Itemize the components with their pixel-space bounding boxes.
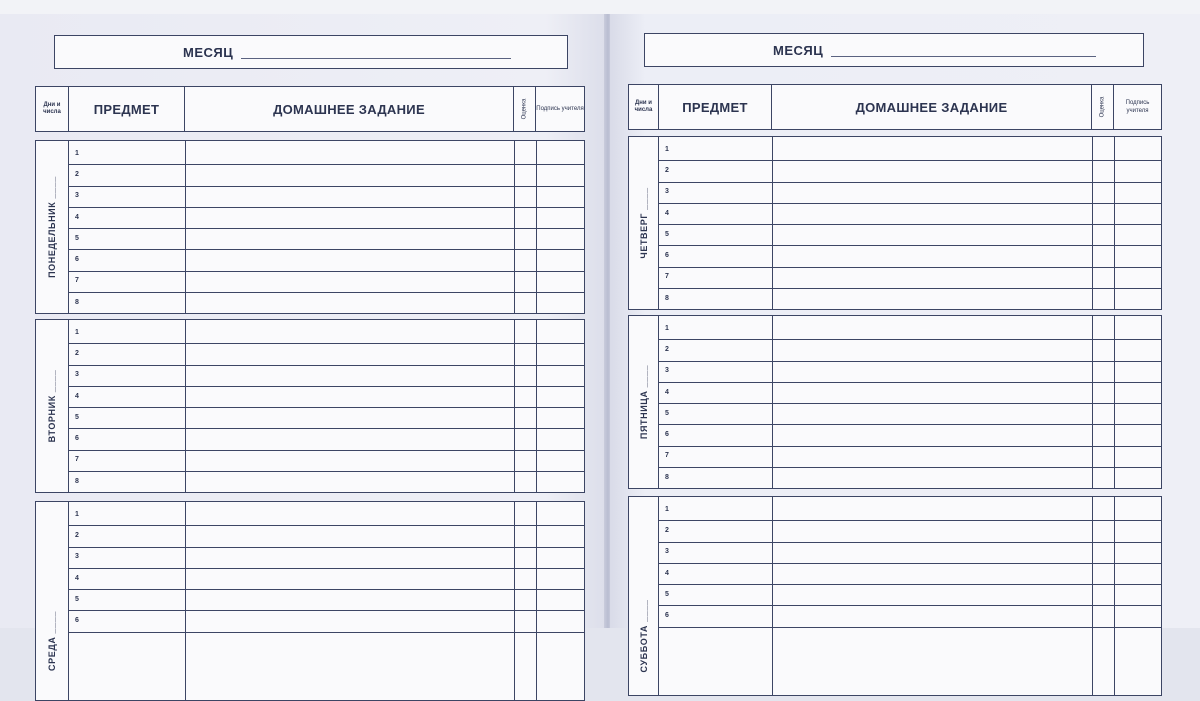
month-underline — [831, 56, 1096, 57]
col-header-subject: ПРЕДМЕТ — [69, 87, 185, 131]
lesson-row[interactable] — [69, 229, 584, 250]
lesson-number: 1 — [665, 324, 669, 332]
lesson-row[interactable] — [69, 451, 584, 472]
col-header-grade: Оценка — [514, 87, 536, 131]
lesson-row[interactable] — [69, 472, 584, 493]
lesson-number: 6 — [75, 435, 79, 443]
column-divider — [1114, 497, 1115, 695]
lesson-number: 2 — [75, 531, 79, 539]
lesson-row[interactable] — [69, 272, 584, 293]
col-header-day: Дни и числа — [629, 85, 659, 129]
col-header-homework: ДОМАШНЕЕ ЗАДАНИЕ — [185, 87, 514, 131]
lesson-number: 5 — [75, 595, 79, 603]
day-name-label: СУББОТА ____ — [638, 599, 649, 673]
column-divider — [185, 502, 186, 700]
lesson-row[interactable] — [69, 590, 584, 611]
lesson-row[interactable] — [659, 247, 1161, 268]
lesson-row[interactable] — [69, 612, 584, 633]
lesson-row[interactable] — [69, 187, 584, 208]
lesson-row[interactable] — [69, 569, 584, 590]
column-divider — [536, 141, 537, 313]
lesson-row[interactable] — [659, 447, 1161, 468]
day-block — [35, 140, 585, 314]
lesson-row[interactable] — [69, 344, 584, 365]
lesson-row[interactable] — [659, 500, 1161, 521]
lesson-number: 3 — [665, 548, 669, 556]
day-name-label: ЧЕТВЕРГ ____ — [638, 187, 649, 259]
lesson-number: 1 — [665, 145, 669, 153]
lesson-number: 2 — [665, 526, 669, 534]
lesson-row[interactable] — [659, 340, 1161, 361]
background-strip — [0, 0, 1200, 14]
lesson-row[interactable] — [659, 362, 1161, 383]
lesson-number: 1 — [75, 328, 79, 336]
lesson-number: 3 — [75, 192, 79, 200]
lesson-number: 8 — [75, 298, 79, 306]
month-field-right[interactable] — [644, 33, 1144, 67]
column-divider — [536, 502, 537, 700]
day-name-column — [629, 497, 659, 695]
lesson-row[interactable] — [69, 165, 584, 186]
lesson-number: 1 — [75, 149, 79, 157]
lesson-row[interactable] — [659, 225, 1161, 246]
lesson-row[interactable] — [69, 208, 584, 229]
lesson-row[interactable] — [659, 183, 1161, 204]
day-name-label: СРЕДА ____ — [47, 610, 57, 671]
column-divider — [514, 320, 515, 492]
lesson-number: 4 — [75, 574, 79, 582]
lesson-row[interactable] — [659, 140, 1161, 161]
lesson-row[interactable] — [69, 430, 584, 451]
column-divider — [1114, 316, 1115, 488]
column-divider — [772, 497, 773, 695]
day-name-column — [36, 141, 69, 313]
lesson-number: 3 — [75, 371, 79, 379]
lesson-row[interactable] — [69, 323, 584, 344]
lesson-number: 7 — [75, 277, 79, 285]
lesson-number: 5 — [665, 230, 669, 238]
day-block — [628, 136, 1162, 310]
lesson-row[interactable] — [659, 543, 1161, 564]
col-header-signature: Подпись учителя — [1125, 100, 1150, 114]
lesson-number: 3 — [665, 367, 669, 375]
col-header-day: Дни и числа — [36, 87, 69, 131]
column-divider — [772, 316, 773, 488]
lesson-number: 7 — [75, 456, 79, 464]
lesson-row[interactable] — [659, 426, 1161, 447]
lesson-number: 4 — [75, 392, 79, 400]
lesson-number: 4 — [75, 213, 79, 221]
lesson-number: 7 — [665, 452, 669, 460]
lesson-row[interactable] — [69, 144, 584, 165]
lesson-row[interactable] — [659, 289, 1161, 310]
lesson-row[interactable] — [69, 526, 584, 547]
lesson-number: 8 — [665, 294, 669, 302]
lesson-number: 4 — [665, 388, 669, 396]
lesson-number: 2 — [665, 166, 669, 174]
col-header-signature: Подпись учителя — [536, 106, 584, 112]
column-divider — [1092, 137, 1093, 309]
lesson-row[interactable] — [69, 408, 584, 429]
column-divider — [185, 141, 186, 313]
month-label: МЕСЯЦ — [183, 44, 234, 60]
lesson-number: 4 — [665, 569, 669, 577]
day-name-column — [629, 316, 659, 488]
lesson-number: 6 — [75, 617, 79, 625]
lesson-number: 3 — [75, 553, 79, 561]
lesson-row[interactable] — [69, 505, 584, 526]
lesson-number: 5 — [75, 413, 79, 421]
lesson-row[interactable] — [69, 251, 584, 272]
lesson-number: 8 — [665, 473, 669, 481]
lesson-number: 5 — [75, 234, 79, 242]
col-header-homework: ДОМАШНЕЕ ЗАДАНИЕ — [772, 85, 1092, 129]
lesson-row[interactable] — [659, 521, 1161, 542]
column-divider — [514, 502, 515, 700]
table-header-right — [628, 84, 1162, 130]
month-label: МЕСЯЦ — [773, 42, 824, 58]
day-name-column — [36, 502, 69, 700]
lesson-number: 2 — [75, 170, 79, 178]
lesson-row[interactable] — [659, 319, 1161, 340]
day-block — [628, 496, 1162, 696]
table-header-left — [35, 86, 585, 132]
col-header-grade: Оценка — [1092, 85, 1114, 129]
lesson-number: 1 — [75, 510, 79, 518]
day-name-column — [629, 137, 659, 309]
lesson-row[interactable] — [69, 387, 584, 408]
column-divider — [772, 137, 773, 309]
lesson-number: 2 — [75, 349, 79, 357]
day-block — [35, 319, 585, 493]
column-divider — [536, 320, 537, 492]
lesson-number: 6 — [75, 256, 79, 264]
lesson-row[interactable] — [659, 468, 1161, 489]
column-divider — [1114, 137, 1115, 309]
day-block — [628, 315, 1162, 489]
day-name-column — [36, 320, 69, 492]
column-divider — [1092, 316, 1093, 488]
lesson-number: 8 — [75, 477, 79, 485]
lesson-row[interactable] — [659, 585, 1161, 606]
lesson-number: 2 — [665, 345, 669, 353]
column-divider — [1092, 497, 1093, 695]
lesson-row[interactable] — [659, 383, 1161, 404]
lesson-row[interactable] — [659, 564, 1161, 585]
lesson-row[interactable] — [69, 366, 584, 387]
column-divider — [514, 141, 515, 313]
lesson-number: 6 — [665, 431, 669, 439]
day-block — [35, 501, 585, 701]
lesson-row[interactable] — [69, 548, 584, 569]
lesson-row[interactable] — [659, 268, 1161, 289]
month-field-left[interactable] — [54, 35, 568, 69]
lesson-number: 3 — [665, 188, 669, 196]
col-header-subject: ПРЕДМЕТ — [659, 85, 772, 129]
month-underline — [241, 58, 511, 59]
lesson-number: 5 — [665, 409, 669, 417]
lesson-row[interactable] — [659, 404, 1161, 425]
lesson-row[interactable] — [659, 204, 1161, 225]
lesson-number: 7 — [665, 273, 669, 281]
lesson-number: 1 — [665, 505, 669, 513]
lesson-number: 5 — [665, 590, 669, 598]
lesson-number: 4 — [665, 209, 669, 217]
lesson-row[interactable] — [659, 161, 1161, 182]
lesson-row[interactable] — [69, 293, 584, 314]
lesson-number: 6 — [665, 612, 669, 620]
day-name-label: ПЯТНИЦА ____ — [638, 365, 649, 440]
day-name-label: ПОНЕДЕЛЬНИК ____ — [47, 176, 57, 279]
column-divider — [185, 320, 186, 492]
lesson-number: 6 — [665, 252, 669, 260]
day-name-label: ВТОРНИК ____ — [47, 369, 57, 443]
lesson-row[interactable] — [659, 607, 1161, 628]
